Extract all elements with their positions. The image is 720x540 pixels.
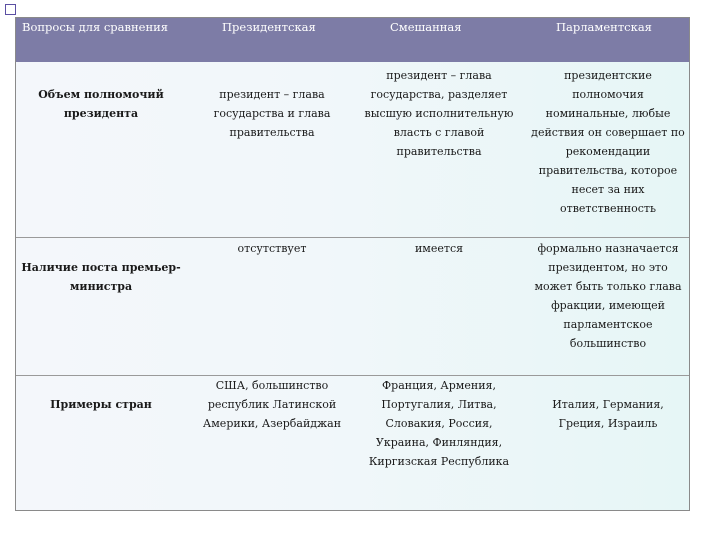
row1-question: Объем полномочий президента — [38, 88, 164, 120]
row2-presidential: отсутствует — [237, 242, 307, 255]
comparison-table — [15, 17, 690, 511]
table-header-row — [16, 18, 689, 62]
header-mixed: Смешанная — [390, 20, 462, 34]
header-questions: Вопросы для сравнения — [22, 20, 169, 34]
header-parliamentary: Парламентская — [556, 20, 652, 34]
row3-parliamentary: Италия, Германия, Греция, Израиль — [552, 398, 664, 430]
row-divider — [16, 375, 689, 376]
row2-question: Наличие поста премьер- министра — [21, 261, 181, 293]
row1-parliamentary: президентские полномочия номинальные, любые действия он совершает по рекомендации правительства, которое несет за них ответственность — [531, 69, 685, 215]
row3-mixed: Франция, Армения, Португалия, Литва, Словакия, Россия, Украина, Финляндия, Киргизская Республика — [368, 379, 510, 468]
slide-bullet — [5, 4, 16, 15]
header-presidential: Президентская — [222, 20, 316, 34]
row1-mixed: президент – глава государства, разделяет высшую исполнительную власть с главой правительства — [364, 69, 514, 158]
row2-mixed: имеется — [414, 242, 464, 255]
row3-presidential: США, большинство республик Латинской Америки, Азербайджан — [202, 379, 342, 430]
row3-question: Примеры стран — [50, 398, 152, 411]
row2-parliamentary: формально назначается президентом, но это может быть только глава фракции, имеющей парламентское большинство — [534, 242, 682, 350]
row-divider — [16, 237, 689, 238]
row1-presidential: президент – глава государства и глава правительства — [213, 88, 331, 139]
